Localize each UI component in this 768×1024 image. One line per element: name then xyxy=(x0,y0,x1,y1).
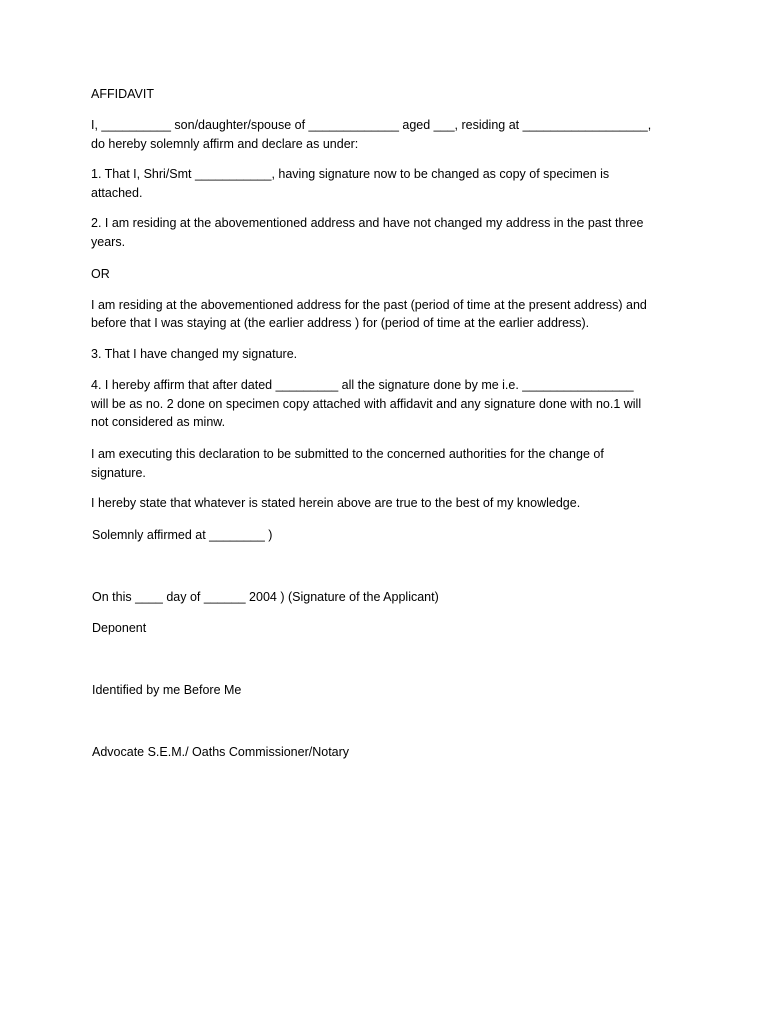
paragraph-1-line-1: 1. That I, Shri/Smt ___________, having signature now to be changed as copy of specimen is xyxy=(91,167,610,181)
truth-statement: I hereby state that whatever is stated herein above are true to the best of my knowledge. xyxy=(91,496,581,510)
document-title: AFFIDAVIT xyxy=(91,87,154,101)
paragraph-2-alt-line-1: I am residing at the abovementioned address for the past (period of time at the present address) and xyxy=(91,298,647,312)
deponent-label: Deponent xyxy=(92,621,147,635)
identified-by-line: Identified by me Before Me xyxy=(92,683,242,697)
date-and-signature-line: On this ____ day of ______ 2004 ) (Signature of the Applicant) xyxy=(92,590,439,604)
paragraph-4-line-1: 4. I hereby affirm that after dated _________ all the signature done by me i.e. ________________ xyxy=(91,378,634,392)
or-separator: OR xyxy=(91,267,110,281)
paragraph-2-line-2: years. xyxy=(91,235,126,249)
paragraph-2-alt-line-2: before that I was staying at (the earlier address ) for (period of time at the earlier address). xyxy=(91,316,590,330)
declaration-line-1: I am executing this declaration to be submitted to the concerned authorities for the change of xyxy=(91,447,604,461)
paragraph-3: 3. That I have changed my signature. xyxy=(91,347,298,361)
declaration-line-2: signature. xyxy=(91,466,146,480)
advocate-line: Advocate S.E.M./ Oaths Commissioner/Notary xyxy=(92,745,350,759)
paragraph-1-line-2: attached. xyxy=(91,186,143,200)
solemnly-affirmed-at: Solemnly affirmed at ________ ) xyxy=(92,528,273,542)
paragraph-4-line-3: not considered as minw. xyxy=(91,415,226,429)
paragraph-4-line-2: will be as no. 2 done on specimen copy attached with affidavit and any signature done with no.1 will xyxy=(91,397,642,411)
intro-line-2: do hereby solemnly affirm and declare as under: xyxy=(91,137,359,151)
intro-line-1: I, __________ son/daughter/spouse of _____________ aged ___, residing at __________________, xyxy=(91,118,652,132)
paragraph-2-line-1: 2. I am residing at the abovementioned address and have not changed my address in the past three xyxy=(91,216,644,230)
